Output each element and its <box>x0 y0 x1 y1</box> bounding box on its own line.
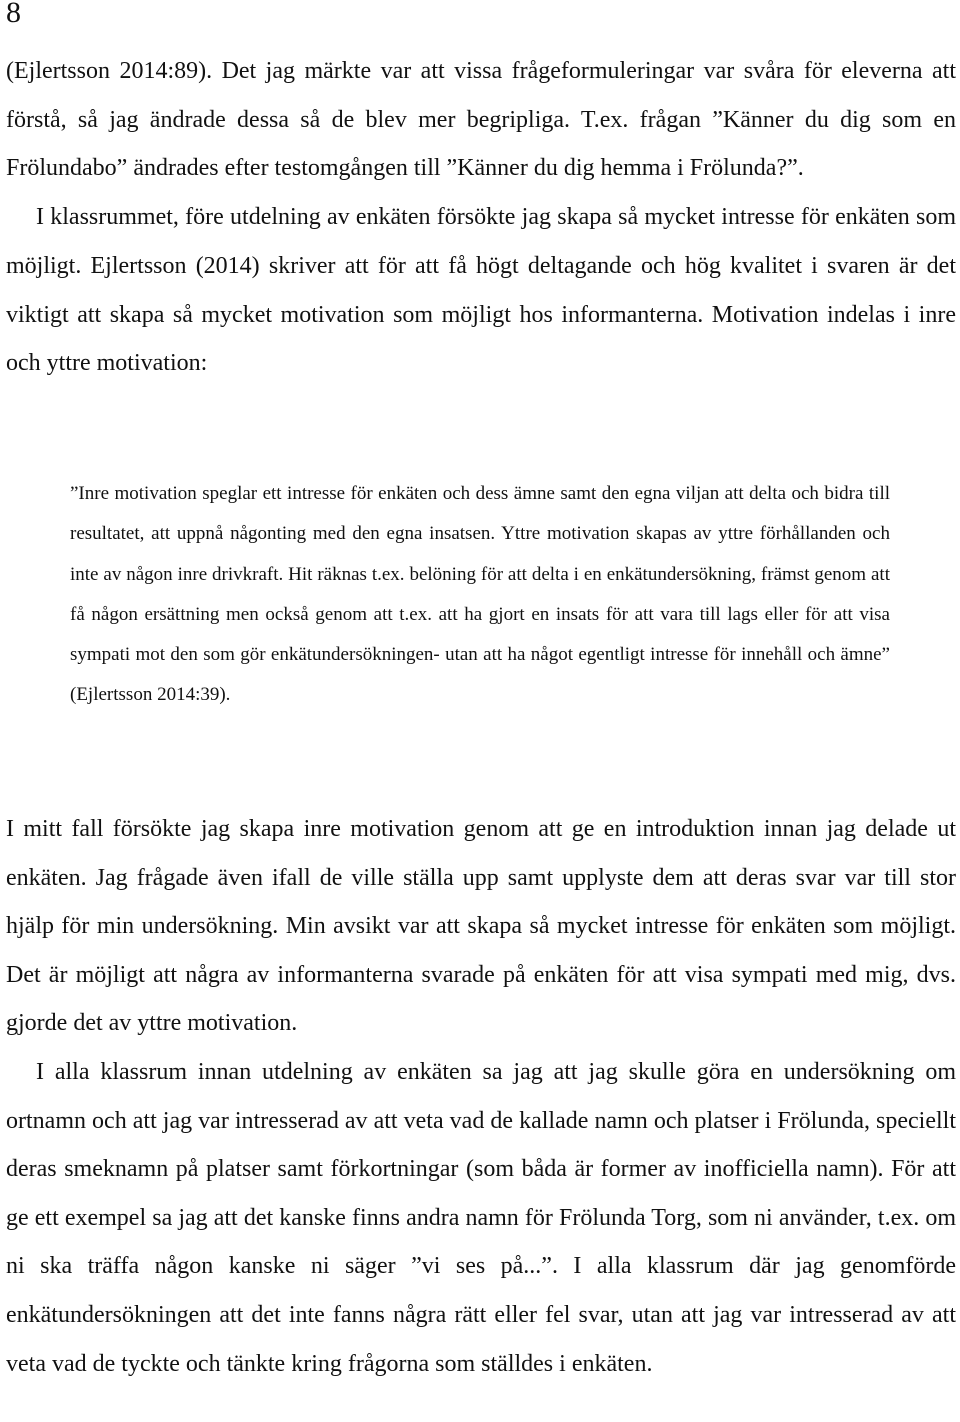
paragraph-2: I klassrummet, före utdelning av enkäten försökte jag skapa så mycket intresse för enkäten som möjligt. Ejlertsson (2014) skriver att för att få högt deltagande och hög kvalitet i svaren är det viktigt att skapa så mycket motivation som möjligt hos informanterna. Motivation indelas i inre och yttre motivation: <box>6 204 956 377</box>
paragraph-1: (Ejlertsson 2014:89). Det jag märkte var att vissa frågeformuleringar var svåra för eleverna att förstå, så jag ändrade dessa så de blev mer begripliga. T.ex. frågan ”Känner du dig som en Frölundabo” ändrades efter testomgången till ”Känner du dig hemma i Frölunda?”. <box>6 58 956 182</box>
block-quote: ”Inre motivation speglar ett intresse för enkäten och dess ämne samt den egna viljan att delta och bidra till resultatet, att uppnå någonting med den egna insatsen. Yttre motivation skapas av yttre förhållanden och inte av någon inre drivkraft. Hit räknas t.ex. belöning för att delta i en enkätundersökning, främst genom att få någon ersättning men också genom att t.ex. att ha gjort en insats för att vara till lags eller för att visa sympati mot den som gör enkätundersökningen- utan att ha något egentligt intresse för innehåll och ämne” (Ejlertsson 2014:39). <box>70 483 890 706</box>
paragraph-3: I mitt fall försökte jag skapa inre motivation genom att ge en introduktion innan jag delade ut enkäten. Jag frågade även ifall de ville ställa upp samt upplyste dem att deras svar var till stor hjälp för min undersökning. Min avsikt var att skapa så mycket intresse för enkäten som möjligt. Det är möjligt att några av informanterna svarade på enkäten för att visa sympati med mig, dvs. gjorde det av yttre motivation. <box>6 816 956 1037</box>
body-text-bottom <box>6 805 956 1388</box>
page-number: 8 <box>6 0 21 29</box>
body-text-top <box>6 47 956 388</box>
paragraph-4: I alla klassrum innan utdelning av enkäten sa jag att jag skulle göra en undersökning om ortnamn och att jag var intresserad av att veta vad de kallade namn och platser i Frölunda, speciellt deras smeknamn på platser samt förkortningar (som båda är former av inofficiella namn). För att ge ett exempel sa jag att det kanske finns andra namn för Frölunda Torg, som ni använder, t.ex. om ni ska träffa någon kanske ni säger ”vi ses på...”. I alla klassrum där jag genomförde enkätundersökningen att det inte fanns några rätt eller fel svar, utan att jag var intresserad av att veta vad de tyckte och tänkte kring frågorna som ställdes i enkäten. <box>6 1058 956 1377</box>
